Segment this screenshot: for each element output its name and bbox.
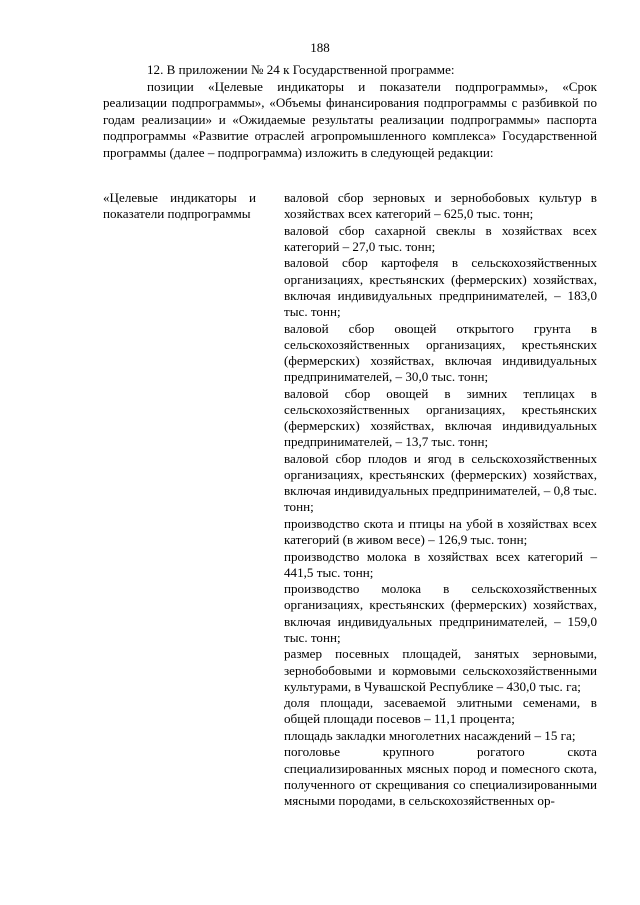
indicator-item: площадь закладки многолетних насаждений – 15 га; <box>284 727 576 743</box>
indicator-item: производство молока в сельскохозяйственных организациях, крестьянских (фермерских) хозяйствах, включая индивидуальных предпринимателей, – 159,0 тыс. тонн; <box>284 581 597 645</box>
indicator-item: валовой сбор плодов и ягод в сельскохозяйственных организациях, крестьянских (фермерских) хозяйствах, включая индивидуальных предпринимателей, – 0,8 тыс. тонн; <box>284 450 597 515</box>
indicator-item: доля площади, засеваемой элитными семенами, в общей площади посевов – 11,1 процента; <box>284 695 597 727</box>
intro-paragraph: позиции «Целевые индикаторы и показатели подпрограммы», «Срок реализации подпрограммы», «Объемы финансирования подпрограммы с разбивкой по годам реализации» и «Ожидаемые результаты реализации подпрограммы» паспорта подпрограммы «Развитие отраслей агропромышленного комплекса» Государственной программы (далее – подпрограмма) изложить в следующей редакции: <box>103 78 597 160</box>
indicator-item: размер посевных площадей, занятых зерновыми, зернобобовыми и кормовыми сельскохозяйственными культурами, в Чувашской Республике – 430,0 тыс. га; <box>284 646 597 694</box>
indicator-item: поголовье крупного рогатого скота специализированных мясных пород и помесного скота, полученного от скрещивания со специализированными мясными породами, в сельскохозяйственных ор- <box>284 744 597 809</box>
indicator-item: валовой сбор овощей открытого грунта в сельскохозяйственных организациях, крестьянских (фермерских) хозяйствах, включая индивидуальных предпринимателей, – 30,0 тыс. тонн; <box>284 320 597 385</box>
indicator-item: валовой сбор картофеля в сельскохозяйственных организациях, крестьянских (фермерских) хозяйствах, включая индивидуальных предпринимателей, – 183,0 тыс. тонн; <box>284 255 597 320</box>
table-left-label: «Целевые индикаторы и показатели подпрограммы <box>103 190 256 222</box>
intro-heading: 12. В приложении № 24 к Государственной программе: <box>147 62 455 77</box>
page-number: 188 <box>310 40 330 55</box>
indicator-item: валовой сбор овощей в зимних теплицах в сельскохозяйственных организациях, крестьянских (фермерских) хозяйствах, включая индивидуальных предпринимателей, – 13,7 тыс. тонн; <box>284 385 597 450</box>
indicator-item: производство скота и птицы на убой в хозяйствах всех категорий (в живом весе) – 126,9 тыс. тонн; <box>284 515 597 548</box>
intro-section <box>103 62 597 161</box>
passport-table <box>103 190 597 810</box>
indicator-item: валовой сбор зерновых и зернобобовых культур в хозяйствах всех категорий – 625,0 тыс. тонн; <box>284 190 597 222</box>
indicator-item: производство молока в хозяйствах всех категорий – 441,5 тыс. тонн; <box>284 548 597 580</box>
indicators-list <box>284 190 597 810</box>
indicator-item: валовой сбор сахарной свеклы в хозяйствах всех категорий – 27,0 тыс. тонн; <box>284 222 597 254</box>
